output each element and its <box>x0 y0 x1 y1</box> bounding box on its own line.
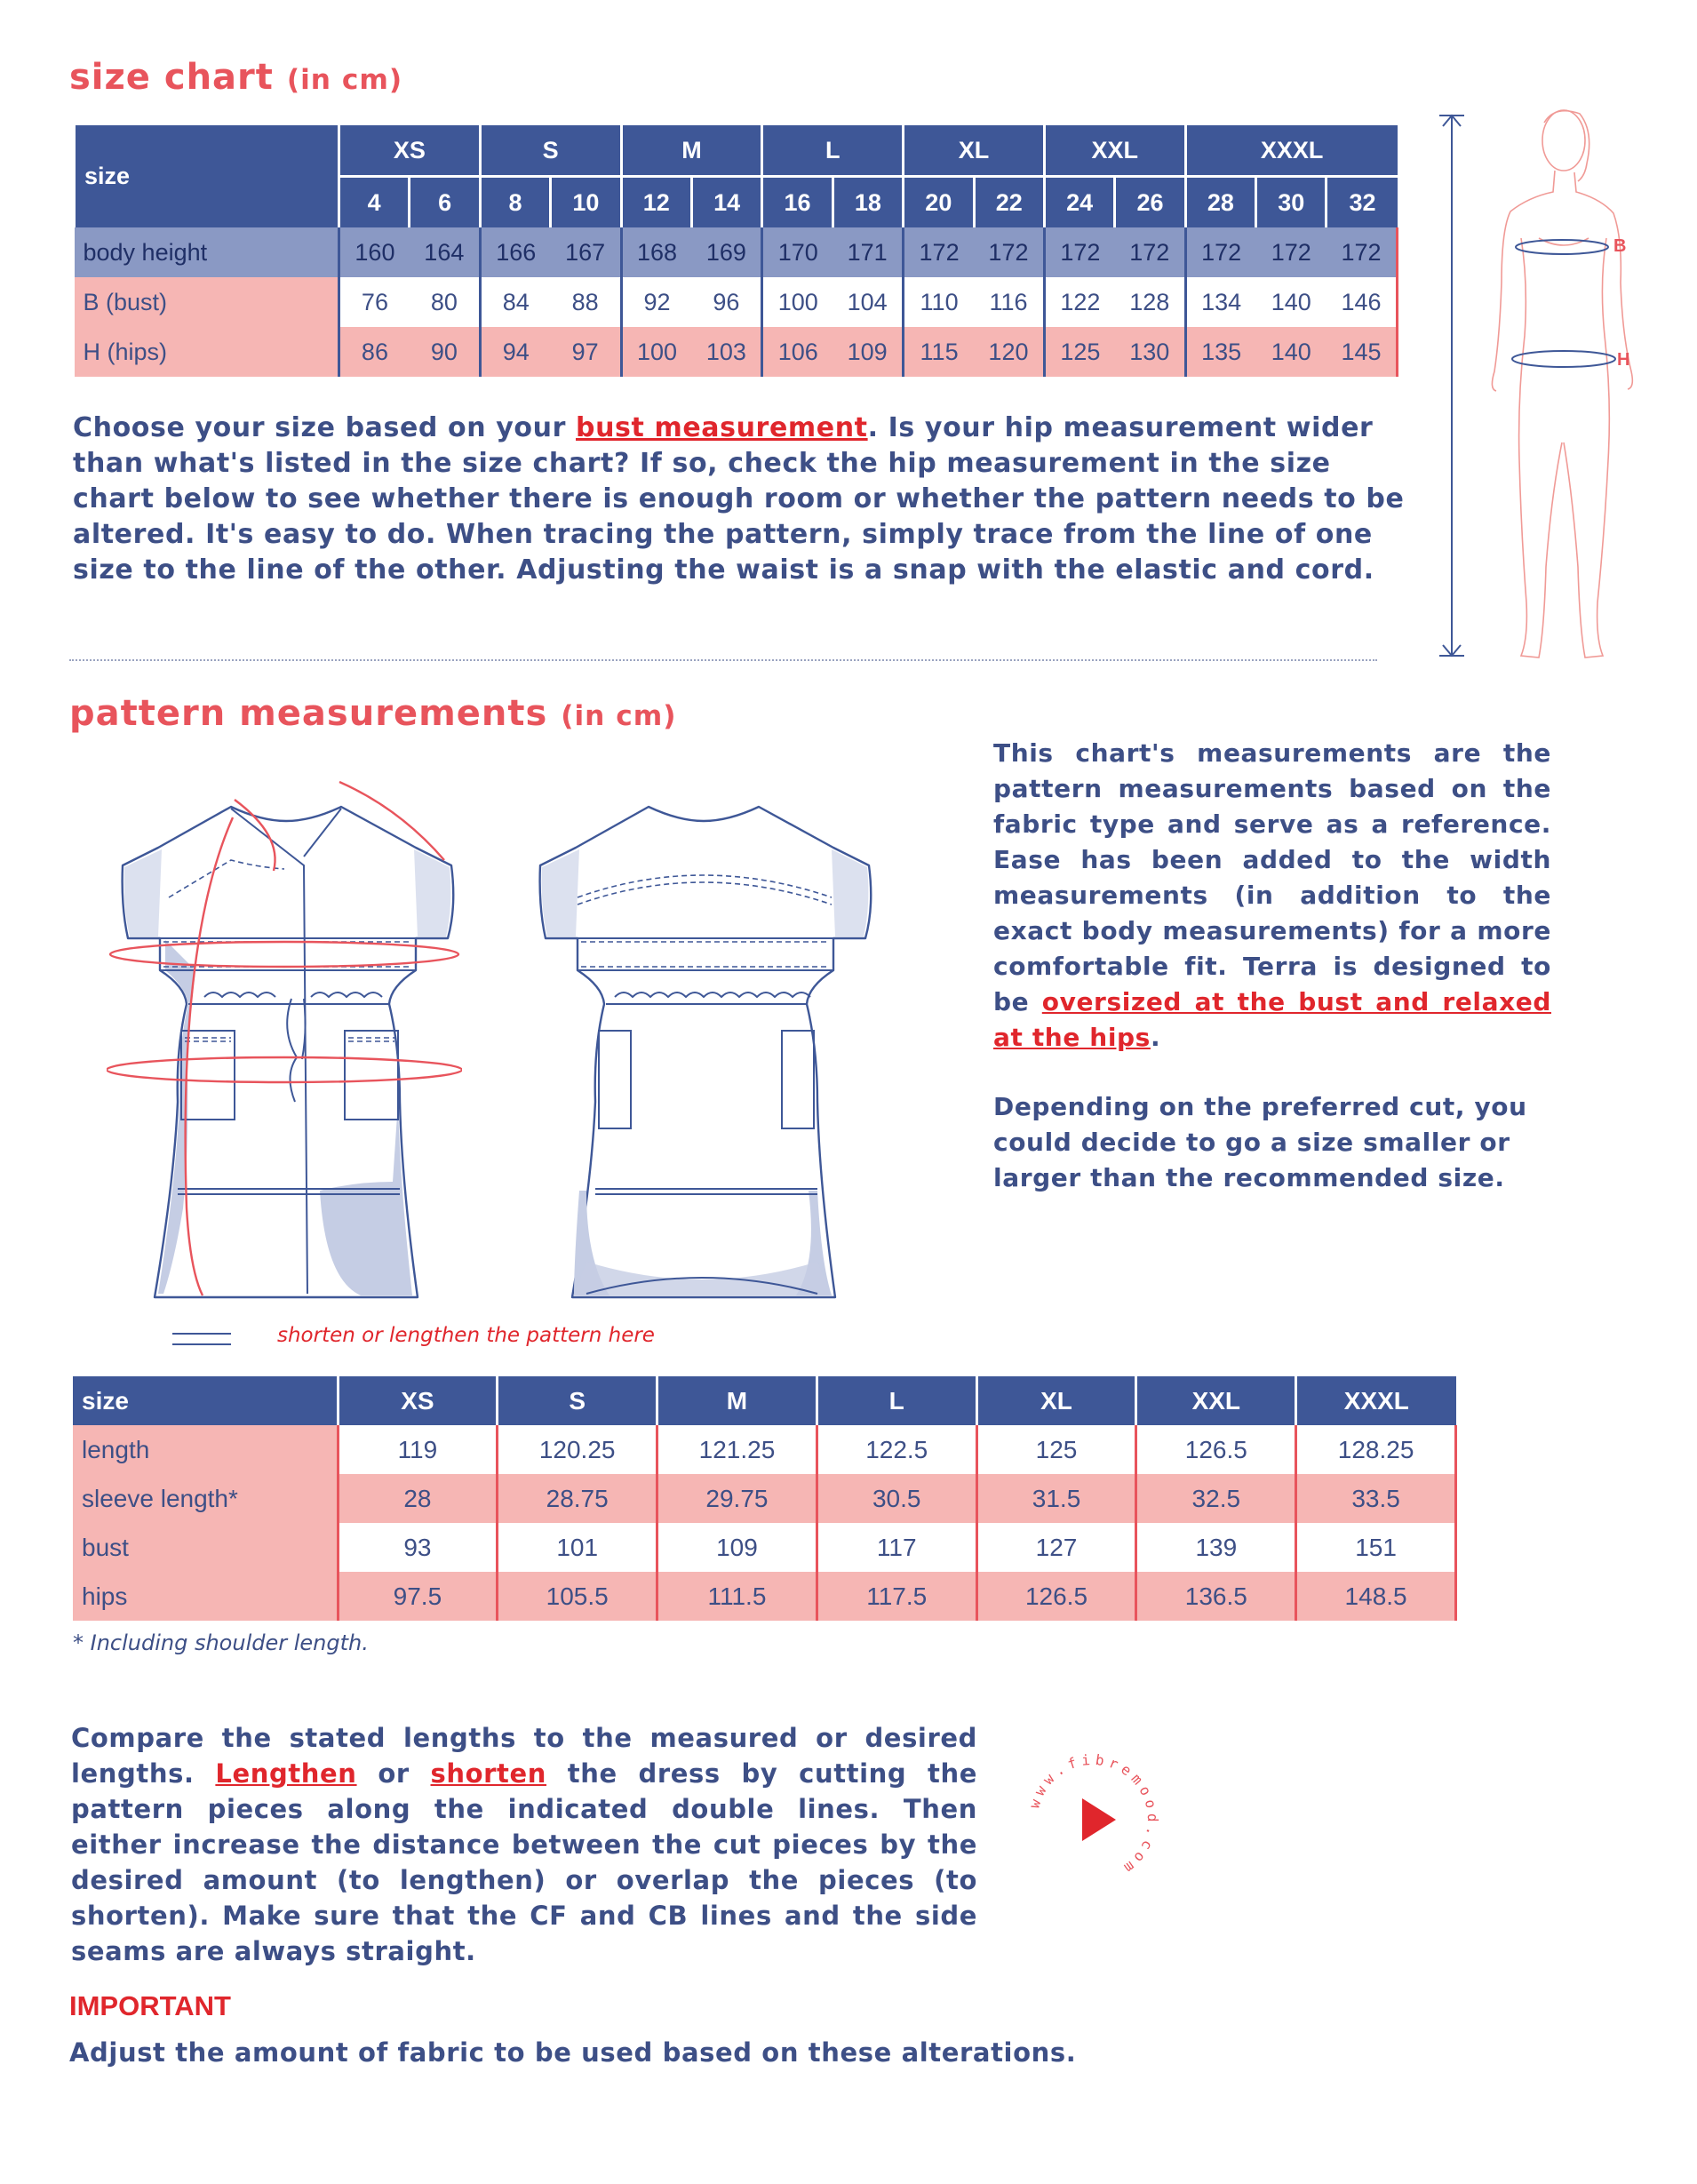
table-cell: 88 <box>551 277 621 327</box>
size-chart-title: size chart (in cm) <box>69 57 403 98</box>
table-cell: 96 <box>691 277 761 327</box>
table-cell: 28.75 <box>498 1474 657 1523</box>
table-cell: 109 <box>833 327 903 377</box>
size-number: 18 <box>833 177 903 228</box>
shorten-link[interactable]: shorten <box>430 1758 547 1789</box>
pattern-measurements-table <box>73 1376 1457 1621</box>
dress-back-illustration <box>524 764 880 1315</box>
table-cell: 171 <box>833 227 903 277</box>
table-cell: 146 <box>1327 277 1398 327</box>
row-label: H (hips) <box>75 327 339 377</box>
table-cell: 100 <box>762 277 833 327</box>
table-cell: 103 <box>691 327 761 377</box>
table-cell: 104 <box>833 277 903 327</box>
table-cell: 172 <box>974 227 1044 277</box>
table-cell: 105.5 <box>498 1572 657 1621</box>
size-chart-table <box>73 125 1398 377</box>
shorten-lengthen-legend: shorten or lengthen the pattern here <box>277 1324 655 1347</box>
table-cell: 121.25 <box>657 1425 817 1474</box>
table-cell: 117 <box>817 1523 976 1572</box>
table-cell: 110 <box>904 277 974 327</box>
table-cell: 97 <box>551 327 621 377</box>
table-cell: 33.5 <box>1296 1474 1456 1523</box>
size-number: 10 <box>551 177 621 228</box>
row-label: length <box>73 1425 338 1474</box>
table-cell: 84 <box>480 277 550 327</box>
size-group-xxxl: XXXL <box>1185 125 1397 177</box>
size-number: 16 <box>762 177 833 228</box>
table-cell: 172 <box>1256 227 1327 277</box>
table-cell: 140 <box>1256 277 1327 327</box>
compare-paragraph: Compare the stated lengths to the measured or desired lengths. Lengthen or shorten the dress by cutting the pattern pieces along the indicated double lines. Then either increase the distance between the cut pieces by the desired amount (to lengthen) or overlap the pieces (to shorten). Make sure that the CF and CB lines and the side seams are always straight. <box>71 1723 978 1966</box>
table-cell: 31.5 <box>976 1474 1136 1523</box>
table-cell: 116 <box>974 277 1044 327</box>
table-cell: 28 <box>338 1474 498 1523</box>
table-cell: 90 <box>410 327 480 377</box>
table-cell: 139 <box>1136 1523 1296 1572</box>
table-cell: 119 <box>338 1425 498 1474</box>
hips-row <box>73 1572 1456 1621</box>
section-divider <box>69 659 1377 661</box>
table-cell: 128.25 <box>1296 1425 1456 1474</box>
table-cell: 127 <box>976 1523 1136 1572</box>
table-cell: 120.25 <box>498 1425 657 1474</box>
size-number: 32 <box>1327 177 1398 228</box>
size-header: size <box>75 125 339 227</box>
table-cell: 109 <box>657 1523 817 1572</box>
important-heading: IMPORTANT <box>69 1990 231 2021</box>
bust-marker-label: B <box>1613 236 1627 256</box>
size-group-l: L <box>762 125 904 177</box>
row-label: body height <box>75 227 339 277</box>
bust-measurement-link: bust measurement <box>576 412 868 443</box>
fibremood-logo[interactable] <box>1013 1740 1173 1900</box>
bust-row <box>75 277 1398 327</box>
size-number: 30 <box>1256 177 1327 228</box>
size-column-header: XXXL <box>1296 1376 1456 1425</box>
table-cell: 122.5 <box>817 1425 976 1474</box>
table-cell: 169 <box>691 227 761 277</box>
size-number: 28 <box>1185 177 1255 228</box>
size-number: 24 <box>1044 177 1114 228</box>
size-group-m: M <box>621 125 762 177</box>
row-label: B (bust) <box>75 277 339 327</box>
table-cell: 135 <box>1185 327 1255 377</box>
pattern-measurements-title: pattern measurements (in cm) <box>69 693 677 734</box>
bust-row <box>73 1523 1456 1572</box>
size-number: 22 <box>974 177 1044 228</box>
body-height-row <box>75 227 1398 277</box>
size-group-s: S <box>480 125 621 177</box>
table-cell: 80 <box>410 277 480 327</box>
table-cell: 93 <box>338 1523 498 1572</box>
footnote: * Including shoulder length. <box>73 1630 369 1655</box>
table-cell: 172 <box>1327 227 1398 277</box>
length-row <box>73 1425 1456 1474</box>
table-cell: 148.5 <box>1296 1572 1456 1621</box>
table-cell: 126.5 <box>1136 1425 1296 1474</box>
size-column-header: XS <box>338 1376 498 1425</box>
table-cell: 94 <box>480 327 550 377</box>
size-group-xl: XL <box>904 125 1045 177</box>
table-cell: 166 <box>480 227 550 277</box>
size-number: 14 <box>691 177 761 228</box>
table-cell: 172 <box>1044 227 1114 277</box>
table-cell: 125 <box>976 1425 1136 1474</box>
pattern-note-2: Depending on the preferred cut, you could decide to go a size smaller or larger than the recommended size. <box>993 1092 1527 1192</box>
intro-paragraph: Choose your size based on your bust measurement. Is your hip measurement wider than what's listed in the size chart? If so, check the hip measurement in the size chart below to see whether there is enough room or whether the pattern needs to be altered. It's easy to do. When tracing the pattern, simply trace from the line of one size to the line of the other. Adjusting the waist is a snap with the elastic and cord. <box>73 412 1405 586</box>
table-cell: 140 <box>1256 327 1327 377</box>
table-cell: 126.5 <box>976 1572 1136 1621</box>
table-cell: 130 <box>1115 327 1185 377</box>
table-cell: 160 <box>339 227 410 277</box>
table-cell: 115 <box>904 327 974 377</box>
table-cell: 92 <box>621 277 691 327</box>
table-cell: 167 <box>551 227 621 277</box>
sleeve-length-row <box>73 1474 1456 1523</box>
important-text: Adjust the amount of fabric to be used based on these alterations. <box>69 2037 1077 2068</box>
size-number: 8 <box>480 177 550 228</box>
size-number: 6 <box>410 177 480 228</box>
table-cell: 117.5 <box>817 1572 976 1621</box>
hips-marker-label: H <box>1617 350 1630 370</box>
logo-circle-text: www.fibremood.com <box>1025 1750 1162 1879</box>
size-number: 26 <box>1115 177 1185 228</box>
table-cell: 170 <box>762 227 833 277</box>
row-label: hips <box>73 1572 338 1621</box>
table-cell: 120 <box>974 327 1044 377</box>
table-cell: 172 <box>1185 227 1255 277</box>
size-column-header: M <box>657 1376 817 1425</box>
lengthen-link[interactable]: Lengthen <box>215 1758 357 1789</box>
play-icon <box>1082 1798 1116 1841</box>
dress-front-illustration <box>107 764 462 1315</box>
table-cell: 145 <box>1327 327 1398 377</box>
table-cell: 172 <box>1115 227 1185 277</box>
table-cell: 136.5 <box>1136 1572 1296 1621</box>
size-group-xxl: XXL <box>1044 125 1185 177</box>
table-cell: 29.75 <box>657 1474 817 1523</box>
table-cell: 111.5 <box>657 1572 817 1621</box>
table-cell: 164 <box>410 227 480 277</box>
table-cell: 76 <box>339 277 410 327</box>
table-cell: 172 <box>904 227 974 277</box>
size-number: 20 <box>904 177 974 228</box>
size-column-header: S <box>498 1376 657 1425</box>
double-line-legend-icon <box>172 1333 231 1345</box>
table-cell: 151 <box>1296 1523 1456 1572</box>
hips-row <box>75 327 1398 377</box>
size-group-xs: XS <box>339 125 481 177</box>
table-cell: 30.5 <box>817 1474 976 1523</box>
size-header: size <box>73 1376 338 1425</box>
table-cell: 101 <box>498 1523 657 1572</box>
table-cell: 134 <box>1185 277 1255 327</box>
table-cell: 86 <box>339 327 410 377</box>
table-cell: 100 <box>621 327 691 377</box>
table-cell: 32.5 <box>1136 1474 1296 1523</box>
size-column-header: XL <box>976 1376 1136 1425</box>
size-number: 4 <box>339 177 410 228</box>
body-figure-illustration <box>1422 105 1635 674</box>
table-cell: 97.5 <box>338 1572 498 1621</box>
table-cell: 168 <box>621 227 691 277</box>
table-cell: 125 <box>1044 327 1114 377</box>
oversized-note-link: oversized at the bust and relaxed at the hips <box>993 987 1551 1052</box>
table-cell: 106 <box>762 327 833 377</box>
row-label: bust <box>73 1523 338 1572</box>
size-column-header: L <box>817 1376 976 1425</box>
size-column-header: XXL <box>1136 1376 1296 1425</box>
size-number: 12 <box>621 177 691 228</box>
pattern-note: This chart's measurements are the pattern measurements based on the fabric type and serve as a reference. Ease has been added to the width measurements (in addition to the exact body measurements) for a more comfortable fit. Terra is designed to be oversized at the bust and relaxed at the hips. <box>993 738 1551 1052</box>
table-cell: 128 <box>1115 277 1185 327</box>
table-cell: 122 <box>1044 277 1114 327</box>
row-label: sleeve length* <box>73 1474 338 1523</box>
